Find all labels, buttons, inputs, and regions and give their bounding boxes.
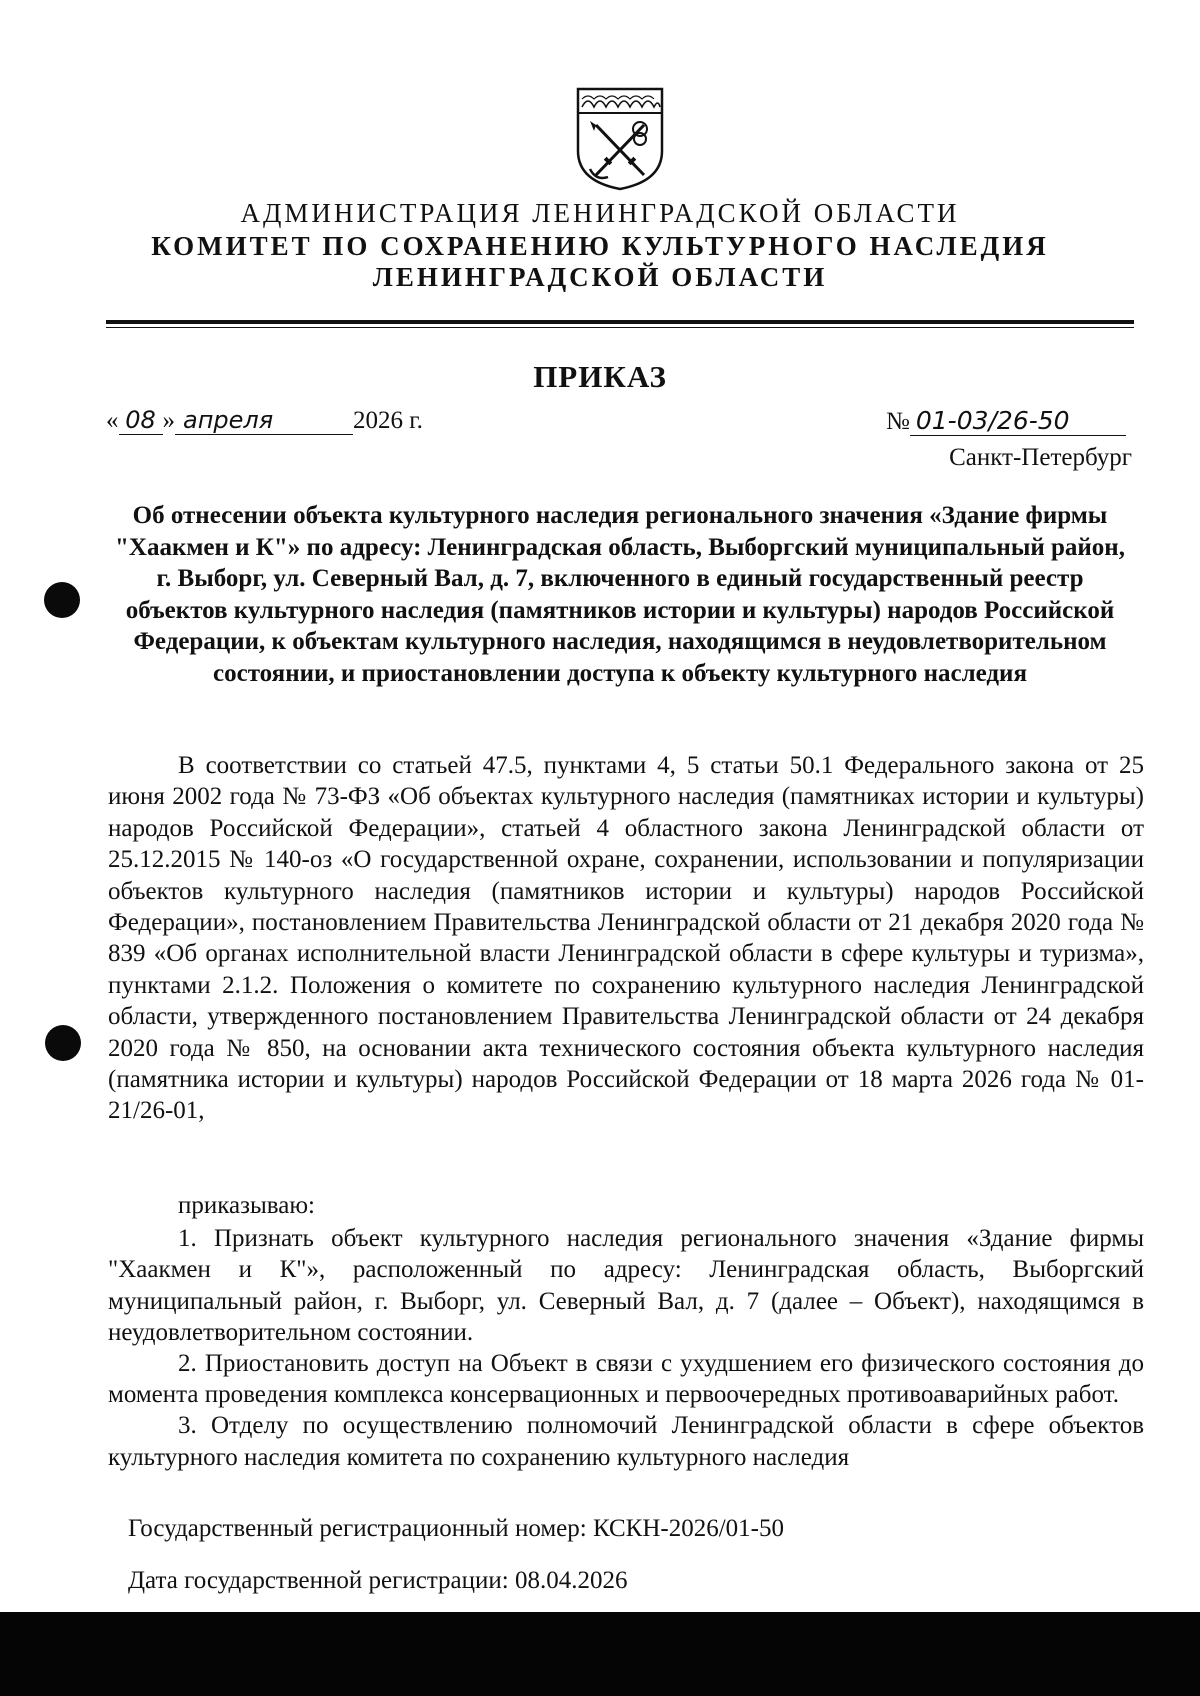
number-sign: № [886, 408, 910, 435]
header-region: ЛЕНИНГРАДСКОЙ ОБЛАСТИ [372, 262, 828, 292]
order-subject: Об отнесении объекта культурного наследия регионального значения «Здание фирмы "Хаакмен и К"» по адресу: Ленинградская область, Выборгский муниципальный район, г. Выборг, ул. Северный Вал, д. 7, включенного в единый государственный реестр объектов культурного наследия (памятников истории и культуры) народов Российской Федерации, к объектам культурного наследия, находящимся в неудовлетворительном состоянии, и приостановлении доступа к объекту культурного наследия [115, 502, 1125, 687]
registration-date: Дата государственной регистрации: 08.04.2026 [128, 1567, 628, 1594]
order-intro: приказываю: [178, 1192, 315, 1219]
punch-hole [45, 1025, 81, 1061]
document-title: ПРИКАЗ [533, 359, 667, 394]
order-date [106, 406, 423, 435]
order-clauses [108, 1190, 1144, 1473]
number-value: 01-03/26-50 [910, 406, 1126, 436]
header-administration: АДМИНИСТРАЦИЯ ЛЕНИНГРАДСКОЙ ОБЛАСТИ [240, 198, 960, 228]
city-label: Санкт-Петербург [949, 444, 1132, 471]
order-item-3: 3. Отделу по осуществлению полномочий Ленинградской области в сфере объектов культурного наследия комитета по сохранению культурного наследия [108, 1412, 1144, 1471]
date-day: 08 [119, 406, 163, 435]
date-month: апреля [175, 406, 353, 435]
order-number [886, 406, 1126, 436]
preamble-text: В соответствии со статьей 47.5, пунктами 4, 5 статьи 50.1 Федерального закона от 25 июня 2002 года № 73-ФЗ «Об объектах культурного наследия (памятниках истории и культуры) народов Российской Федерации», статьей 4 областного закона Ленинградской области от 25.12.2015 № 140-оз «О государственной охране, сохранении, использовании и популяризации объектов культурного наследия (памятников истории и культуры) народов Российской Федерации», постановлением Правительства Ленинградской области от 21 декабря 2020 года № 839 «Об органах исполнительной власти Ленинградской области в сфере культуры и туризма», пунктами 2.1.2. Положения о комитете по сохранению культурного наследия Ленинградской области, утвержденного постановлением Правительства Ленинградской области от 24 декабря 2020 года № 850, на основании акта технического состояния объекта культурного наследия (памятника истории и культуры) народов Российской Федерации от 18 марта 2026 года № 01-21/26-01, [108, 752, 1144, 1125]
order-item-2: 2. Приостановить доступ на Объект в связи с ухудшением его физического состояния до момента проведения комплекса консервационных и первоочередных противоаварийных работ. [108, 1350, 1144, 1409]
coat-of-arms-icon [574, 85, 666, 193]
header-rule-thick [106, 320, 1134, 324]
date-open-quote: « [106, 407, 119, 434]
punch-hole [44, 582, 80, 618]
registration-number: Государственный регистрационный номер: КСКН-2026/01-50 [128, 1515, 785, 1542]
header-committee: КОМИТЕТ ПО СОХРАНЕНИЮ КУЛЬТУРНОГО НАСЛЕДИЯ [151, 231, 1049, 261]
order-item-1: 1. Признать объект культурного наследия регионального значения «Здание фирмы "Хаакмен и К"», расположенный по адресу: Ленинградская область, Выборгский муниципальный район, г. Выборг, ул. Северный Вал, д. 7 (далее – Объект), находящимся в неудовлетворительном состоянии. [108, 1225, 1144, 1346]
preamble [108, 750, 1144, 1127]
scan-edge [0, 1612, 1200, 1696]
header-rule-thin [106, 327, 1134, 328]
date-close-quote: » [162, 407, 175, 434]
date-year: 2026 г. [353, 407, 423, 434]
